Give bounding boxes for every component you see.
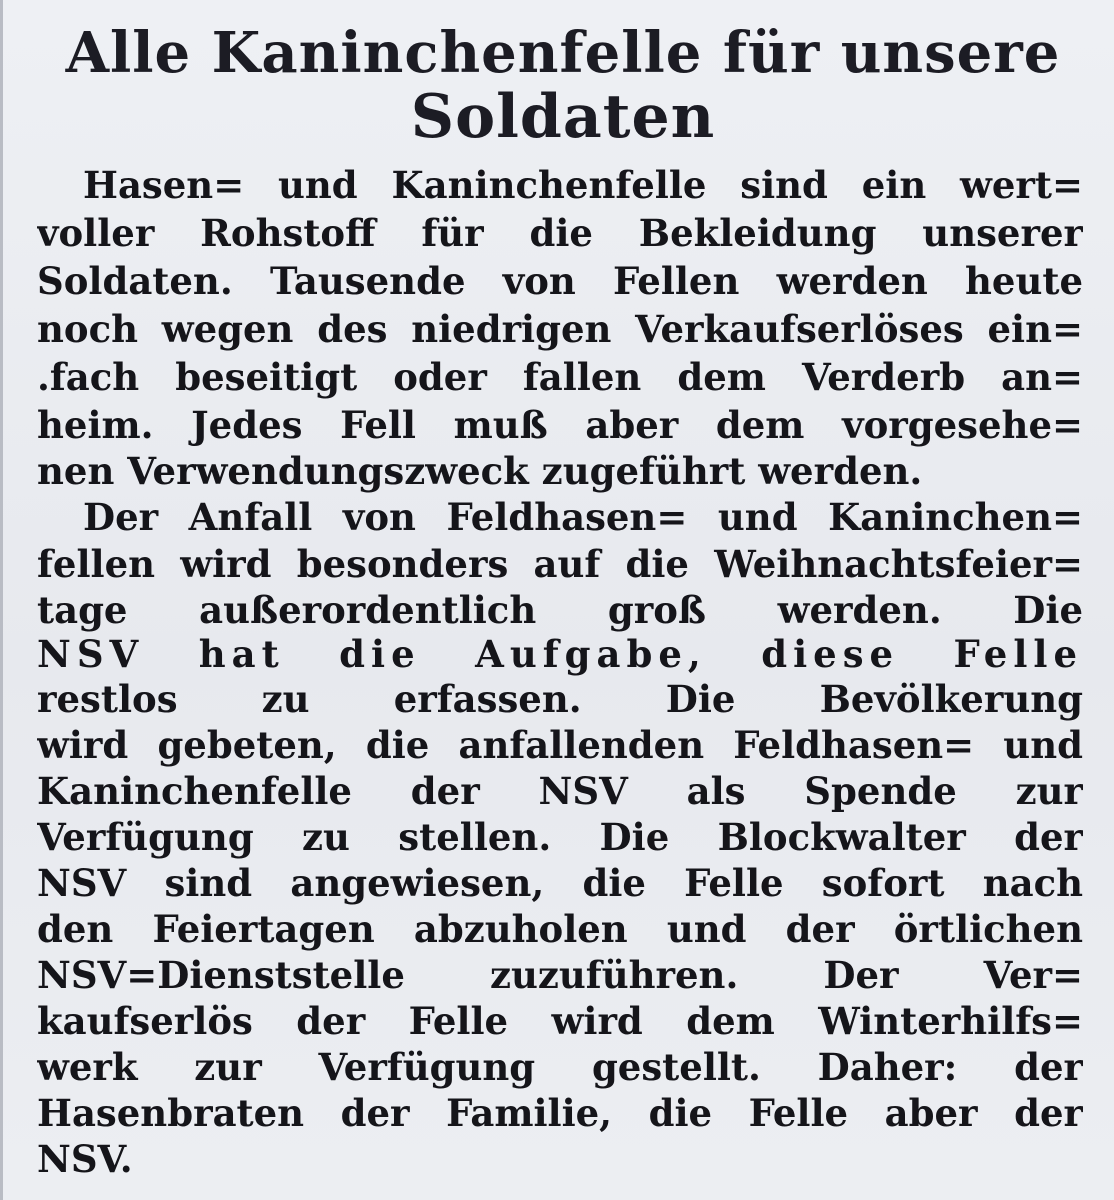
text-line: kaufserlös der Felle wird dem Winterhilfs=: [37, 999, 1083, 1043]
text-line: .fach beseitigt oder fallen dem Verderb an=: [37, 355, 1083, 399]
text-line: Kaninchenfelle der NSV als Spende zur: [37, 769, 1083, 813]
text-line: Hasenbraten der Familie, die Felle aber der: [37, 1091, 1083, 1135]
text-line: Hasen= und Kaninchenfelle sind ein wert=: [83, 163, 1083, 207]
text-line: noch wegen des niedrigen Verkaufserlöses ein=: [37, 307, 1083, 351]
text-line: NSV=Dienststelle zuzuführen. Der Ver=: [37, 953, 1083, 997]
text-line: voller Rohstoff für die Bekleidung unserer: [37, 211, 1083, 255]
text-line: den Feiertagen abzuholen und der örtlichen: [37, 907, 1083, 951]
text-line: NSV hat die Aufgabe, diese Felle: [37, 632, 1083, 676]
text-line: wird gebeten, die anfallenden Feldhasen= und: [37, 723, 1083, 767]
text-line: NSV sind angewiesen, die Felle sofort nach: [37, 861, 1083, 905]
text-line: Der Anfall von Feldhasen= und Kaninchen=: [83, 495, 1083, 539]
text-line: tage außerordentlich groß werden. Die: [37, 588, 1083, 632]
headline-line-1: Alle Kaninchenfelle für unsere: [65, 20, 1061, 86]
text-line: fellen wird besonders auf die Weihnachtsfeier=: [37, 542, 1083, 586]
text-line: NSV.: [37, 1137, 133, 1181]
text-line: nen Verwendungszweck zugeführt werden.: [37, 449, 923, 493]
headline-line-2: Soldaten: [410, 82, 716, 152]
text-line: restlos zu erfassen. Die Bevölkerung: [37, 677, 1083, 721]
text-line: Verfügung zu stellen. Die Blockwalter der: [37, 815, 1083, 859]
text-line: Soldaten. Tausende von Fellen werden heute: [37, 259, 1083, 303]
text-line: werk zur Verfügung gestellt. Daher: der: [37, 1045, 1083, 1089]
text-line: heim. Jedes Fell muß aber dem vorgesehe=: [37, 403, 1083, 447]
